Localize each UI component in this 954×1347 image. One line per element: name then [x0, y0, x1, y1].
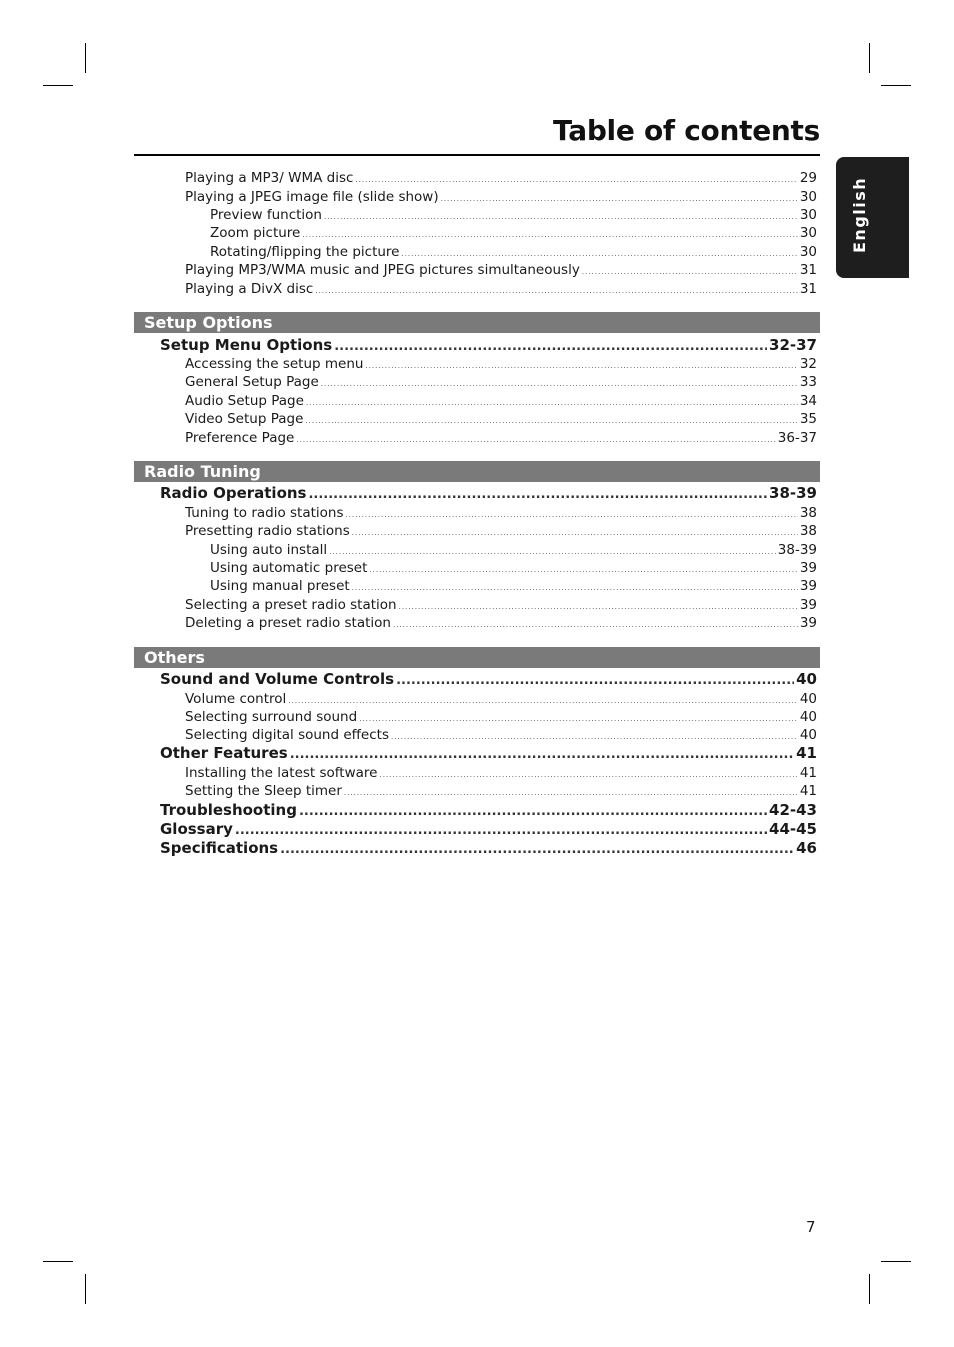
toc-entry-page: 31: [799, 281, 817, 297]
toc-entry-label: Playing a JPEG image file (slide show): [185, 189, 439, 205]
toc-entry-label: Selecting surround sound: [185, 709, 358, 725]
leader-dots: [352, 524, 798, 542]
toc-entry[interactable]: [185, 522, 817, 540]
leader-dots: [308, 486, 767, 504]
leader-dots: [290, 746, 794, 764]
toc-chapter[interactable]: [160, 744, 817, 762]
language-tab: [836, 157, 909, 278]
toc-chapter[interactable]: [160, 839, 817, 857]
toc-entry-page: 30: [799, 244, 817, 260]
toc-entry-label: Troubleshooting: [160, 801, 297, 819]
toc-entry-page: 33: [799, 374, 817, 390]
toc-entry-label: Sound and Volume Controls: [160, 670, 395, 688]
toc-entry-page: 38: [799, 523, 817, 539]
toc-entry-page: 32-37: [769, 336, 817, 354]
leader-dots: [315, 282, 797, 300]
toc-entry-label: Using manual preset: [210, 578, 350, 594]
toc-entry[interactable]: [185, 708, 817, 726]
toc-entry[interactable]: [185, 355, 817, 373]
crop-mark: [85, 1274, 86, 1304]
toc-entry-label: Presetting radio stations: [185, 523, 350, 539]
crop-mark: [869, 1274, 870, 1304]
toc-entry[interactable]: [185, 504, 817, 522]
crop-mark: [85, 43, 86, 73]
toc-entry-label: Radio Operations: [160, 484, 307, 502]
toc-entry-label: Playing MP3/WMA music and JPEG pictures simultaneously: [185, 262, 580, 278]
toc-entry-label: Selecting digital sound effects: [185, 727, 389, 743]
page-title: Table of contents: [553, 114, 820, 147]
toc-entry[interactable]: [185, 726, 817, 744]
crop-mark: [43, 85, 73, 86]
toc-entry[interactable]: [185, 188, 817, 206]
toc-entry-page: 44-45: [769, 820, 817, 838]
toc-entry[interactable]: [185, 261, 817, 279]
toc-entry-label: Specifications: [160, 839, 279, 857]
toc-entry[interactable]: [185, 764, 817, 782]
toc-entry-label: Using auto install: [210, 542, 328, 558]
leader-dots: [355, 171, 797, 189]
toc-entry[interactable]: [210, 206, 817, 224]
toc-entry-page: 41: [796, 744, 817, 762]
toc-entry[interactable]: [185, 373, 817, 391]
leader-dots: [396, 672, 794, 690]
crop-mark: [881, 85, 911, 86]
leader-dots: [302, 226, 797, 244]
toc-entry-label: Selecting a preset radio station: [185, 597, 397, 613]
toc-entry[interactable]: [185, 614, 817, 632]
toc-entry[interactable]: [210, 243, 817, 261]
toc-entry-page: 40: [799, 727, 817, 743]
section-heading-others: Others: [134, 647, 820, 668]
toc-entry-label: Zoom picture: [210, 225, 301, 241]
leader-dots: [299, 803, 767, 821]
toc-entry-page: 38: [799, 505, 817, 521]
leader-dots: [393, 616, 798, 634]
toc-entry-page: 41: [799, 765, 817, 781]
toc-entry-label: Preference Page: [185, 430, 295, 446]
toc-entry-label: Volume control: [185, 691, 287, 707]
toc-chapter[interactable]: [160, 336, 817, 354]
toc-entry-page: 30: [799, 225, 817, 241]
toc-entry-label: Playing a DivX disc: [185, 281, 314, 297]
toc-chapter[interactable]: [160, 484, 817, 502]
leader-dots: [280, 841, 794, 859]
toc-entry-label: Audio Setup Page: [185, 393, 304, 409]
language-tab-label: English: [850, 176, 869, 253]
toc-chapter[interactable]: [160, 820, 817, 838]
section-heading-radio-tuning: Radio Tuning: [134, 461, 820, 482]
toc-entry[interactable]: [210, 559, 817, 577]
toc-entry[interactable]: [185, 410, 817, 428]
leader-dots: [582, 263, 798, 281]
toc-entry-page: 36-37: [777, 430, 817, 446]
toc-entry-label: Preview function: [210, 207, 322, 223]
toc-entry-page: 39: [799, 578, 817, 594]
crop-mark: [869, 43, 870, 73]
toc-entry-label: Accessing the setup menu: [185, 356, 364, 372]
toc-entry[interactable]: [185, 280, 817, 298]
leader-dots: [296, 431, 775, 449]
section-heading-setup-options: Setup Options: [134, 312, 820, 333]
toc-entry-label: General Setup Page: [185, 374, 319, 390]
toc-entry[interactable]: [185, 782, 817, 800]
leader-dots: [352, 579, 798, 597]
toc-entry-page: 39: [799, 597, 817, 613]
toc-entry-label: Using automatic preset: [210, 560, 368, 576]
toc-entry-page: 41: [799, 783, 817, 799]
toc-entry-page: 39: [799, 615, 817, 631]
toc-entry[interactable]: [185, 596, 817, 614]
toc-entry-label: Rotating/flipping the picture: [210, 244, 400, 260]
leader-dots: [235, 822, 767, 840]
page-number: 7: [806, 1218, 816, 1236]
leader-dots: [321, 375, 798, 393]
toc-entry-page: 40: [796, 670, 817, 688]
toc-entry-label: Setup Menu Options: [160, 336, 333, 354]
toc-entry[interactable]: [210, 224, 817, 242]
toc-entry-label: Video Setup Page: [185, 411, 304, 427]
title-rule: [134, 154, 820, 156]
toc-entry[interactable]: [210, 577, 817, 595]
toc-entry-page: 30: [799, 189, 817, 205]
toc-entry-page: 35: [799, 411, 817, 427]
toc-entry-label: Glossary: [160, 820, 233, 838]
toc-chapter[interactable]: [160, 670, 817, 688]
toc-entry[interactable]: [210, 541, 817, 559]
leader-dots: [305, 412, 797, 430]
toc-entry[interactable]: [185, 429, 817, 447]
toc-entry-page: 30: [799, 207, 817, 223]
toc-entry-label: Deleting a preset radio station: [185, 615, 391, 631]
toc-entry-page: 39: [799, 560, 817, 576]
toc-entry-page: 46: [796, 839, 817, 857]
toc-entry-label: Other Features: [160, 744, 288, 762]
toc-entry-label: Tuning to radio stations: [185, 505, 344, 521]
toc-entry-label: Installing the latest software: [185, 765, 378, 781]
toc-entry-page: 38-39: [769, 484, 817, 502]
toc-entry-label: Playing a MP3/ WMA disc: [185, 170, 354, 186]
leader-dots: [344, 784, 798, 802]
toc-entry[interactable]: [185, 392, 817, 410]
crop-mark: [881, 1261, 911, 1262]
toc-entry-page: 40: [799, 691, 817, 707]
leader-dots: [334, 338, 767, 356]
toc-entry-page: 29: [799, 170, 817, 186]
toc-entry[interactable]: [185, 690, 817, 708]
toc-entry-label: Setting the Sleep timer: [185, 783, 342, 799]
toc-entry-page: 32: [799, 356, 817, 372]
crop-mark: [43, 1261, 73, 1262]
toc-chapter[interactable]: [160, 801, 817, 819]
toc-entry-page: 31: [799, 262, 817, 278]
toc-entry[interactable]: [185, 169, 817, 187]
toc-entry-page: 34: [799, 393, 817, 409]
toc-entry-page: 40: [799, 709, 817, 725]
toc-entry-page: 42-43: [769, 801, 817, 819]
toc-entry-page: 38-39: [777, 542, 817, 558]
